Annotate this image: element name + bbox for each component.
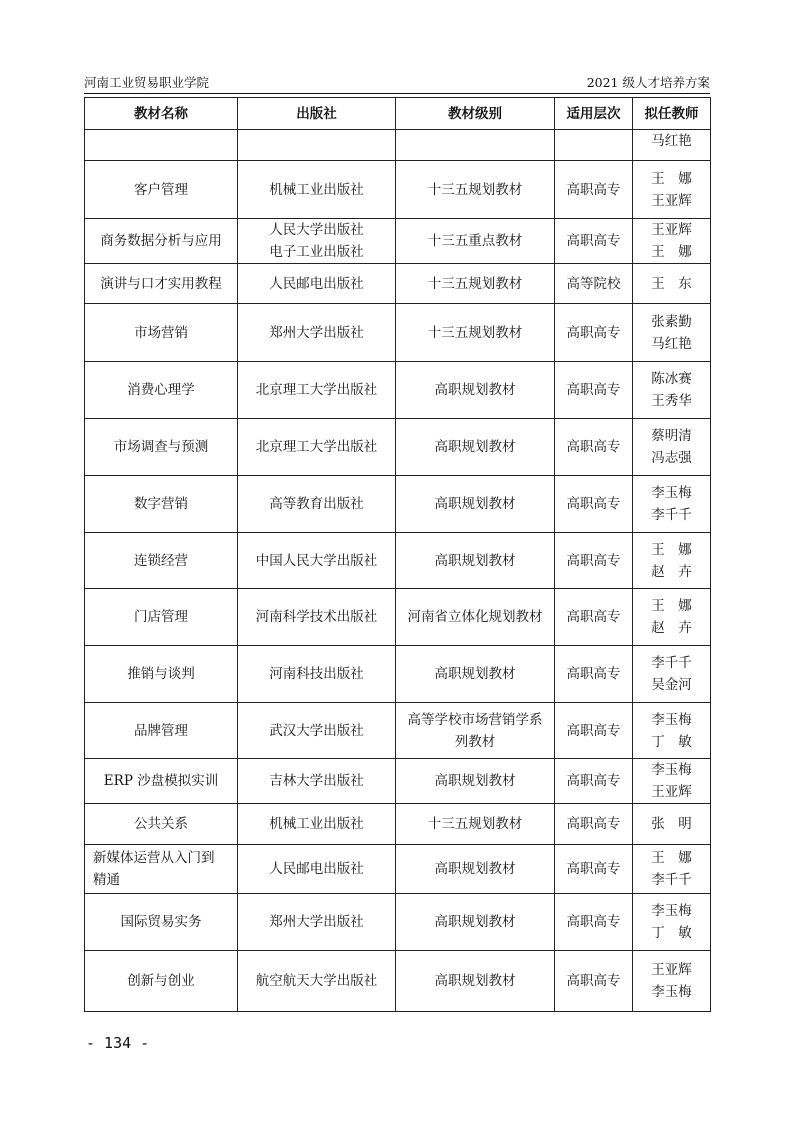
cell-publisher-line: 电子工业出版社 — [269, 244, 364, 260]
table-row — [85, 894, 711, 951]
cell-publisher — [238, 804, 396, 845]
cell-scope — [555, 476, 633, 533]
cell-name-line: 品牌管理 — [134, 722, 188, 739]
cell-scope-line: 高职高专 — [566, 914, 621, 930]
table-row — [85, 419, 711, 476]
col-header-publisher: 出版社 — [238, 98, 396, 130]
cell-teachers-line: 李玉梅 — [651, 485, 692, 501]
cell-name-line: 推销与谈判 — [127, 666, 195, 682]
cell-teachers-line: 冯志强 — [651, 450, 692, 466]
table-row — [85, 804, 711, 845]
cell-scope-line: 高职高专 — [566, 861, 621, 877]
cell-publisher-line: 人民邮电出版社 — [269, 275, 364, 292]
cell-publisher — [238, 161, 396, 219]
cell-publisher-line: 机械工业出版社 — [269, 181, 364, 198]
cell-level — [396, 804, 555, 845]
cell-teachers-line: 吴金河 — [651, 677, 692, 693]
cell-scope-line: 高职高专 — [566, 816, 621, 832]
cell-level-line: 高职规划教材 — [434, 382, 516, 398]
cell-teachers-line: 马红艳 — [651, 335, 692, 352]
cell-scope — [555, 533, 633, 589]
cell-teachers — [633, 362, 711, 419]
cell-teachers — [633, 646, 711, 703]
cell-publisher — [238, 304, 396, 362]
cell-scope-line: 高职高专 — [566, 773, 621, 789]
cell-level-line: 十三五重点教材 — [427, 233, 523, 249]
cell-publisher-line: 郑州大学出版社 — [269, 914, 364, 930]
cell-level — [396, 845, 555, 894]
cell-name-line: ERP 沙盘模拟实训 — [103, 773, 219, 789]
cell-scope — [555, 589, 633, 646]
table-row — [85, 703, 711, 759]
cell-name — [85, 894, 238, 951]
cell-publisher-line: 中国人民大学出版社 — [255, 552, 378, 569]
table-row — [85, 759, 711, 804]
cell-level-line: 高职规划教材 — [434, 666, 516, 682]
table-row — [85, 589, 711, 646]
cell-name — [85, 589, 238, 646]
cell-scope-line: 高职高专 — [566, 324, 621, 341]
cell-publisher — [238, 951, 396, 1012]
cell-scope — [555, 219, 633, 264]
cell-publisher — [238, 589, 396, 646]
cell-publisher — [238, 759, 396, 804]
cell-scope-line: 高职高专 — [566, 666, 621, 682]
cell-scope — [555, 362, 633, 419]
cell-scope-line: 高职高专 — [566, 496, 621, 512]
cell-teachers — [633, 951, 711, 1012]
cell-name-line: 消费心理学 — [127, 382, 195, 398]
cell-scope — [555, 703, 633, 759]
cell-level — [396, 476, 555, 533]
header-rule — [84, 93, 710, 94]
table-row — [85, 476, 711, 533]
cell-teachers-line: 王亚辉 — [651, 962, 692, 978]
header-plan: 2021 级人才培养方案 — [586, 75, 710, 90]
cell-teachers — [633, 703, 711, 759]
cell-teachers-line: 李千千 — [651, 507, 692, 523]
table-row — [85, 264, 711, 304]
cell-name-line: 创新与创业 — [127, 973, 195, 989]
cell-publisher-line: 郑州大学出版社 — [269, 324, 364, 341]
cell-scope — [555, 419, 633, 476]
cell-scope — [555, 951, 633, 1012]
cell-name — [85, 264, 238, 304]
cell-name — [85, 476, 238, 533]
cell-level — [396, 951, 555, 1012]
header-school: 河南工业贸易职业学院 — [84, 75, 210, 90]
cell-name — [85, 362, 238, 419]
cell-name — [85, 304, 238, 362]
cell-level-line: 列教材 — [454, 733, 496, 750]
table-row — [85, 130, 711, 161]
cell-teachers-line: 丁 敏 — [651, 925, 692, 941]
cell-level — [396, 264, 555, 304]
cell-publisher — [238, 130, 396, 161]
cell-publisher-line: 河南科学技术出版社 — [255, 609, 378, 625]
cell-level-line: 十三五规划教材 — [427, 275, 523, 292]
cell-scope — [555, 264, 633, 304]
cell-teachers-line: 李千千 — [651, 655, 692, 671]
cell-teachers-line: 张 明 — [651, 816, 692, 832]
cell-teachers-line: 丁 敏 — [651, 733, 692, 750]
cell-publisher — [238, 264, 396, 304]
cell-publisher — [238, 533, 396, 589]
cell-publisher — [238, 894, 396, 951]
table-row — [85, 161, 711, 219]
cell-scope — [555, 646, 633, 703]
cell-scope — [555, 304, 633, 362]
cell-teachers-line: 陈冰赛 — [651, 371, 692, 387]
cell-name-line: 演讲与口才实用教程 — [100, 275, 222, 292]
table-row — [85, 304, 711, 362]
cell-level-line: 十三五规划教材 — [427, 181, 523, 198]
cell-scope-line: 高职高专 — [566, 233, 621, 249]
cell-teachers-line: 李玉梅 — [651, 762, 692, 778]
table-row — [85, 845, 711, 894]
cell-publisher-line: 北京理工大学出版社 — [255, 382, 378, 398]
cell-teachers-line: 马红艳 — [651, 133, 692, 149]
table-row — [85, 362, 711, 419]
cell-teachers-line: 王 娜 — [651, 170, 692, 187]
cell-publisher — [238, 703, 396, 759]
cell-name — [85, 419, 238, 476]
table-row — [85, 646, 711, 703]
cell-teachers-line: 王亚辉 — [651, 784, 692, 800]
cell-scope-line: 高职高专 — [566, 973, 621, 989]
table-header-row — [85, 98, 711, 130]
cell-level-line: 高职规划教材 — [434, 973, 516, 989]
cell-publisher — [238, 219, 396, 264]
cell-publisher — [238, 845, 396, 894]
cell-publisher-line: 高等教育出版社 — [269, 496, 364, 512]
cell-teachers-line: 张素勤 — [651, 313, 692, 330]
cell-publisher-line: 机械工业出版社 — [269, 816, 364, 832]
cell-teachers-line: 赵 卉 — [651, 563, 692, 580]
cell-name-line: 国际贸易实务 — [120, 914, 202, 930]
cell-level-line: 十三五规划教材 — [427, 324, 523, 341]
cell-name — [85, 130, 238, 161]
cell-teachers — [633, 419, 711, 476]
cell-level-line: 高职规划教材 — [434, 773, 516, 789]
cell-scope — [555, 845, 633, 894]
cell-level — [396, 130, 555, 161]
cell-name — [85, 759, 238, 804]
cell-level — [396, 304, 555, 362]
col-header-scope: 适用层次 — [555, 98, 633, 130]
cell-teachers — [633, 804, 711, 845]
textbook-table — [84, 97, 711, 1012]
cell-level-line: 高职规划教材 — [434, 914, 516, 930]
cell-level — [396, 703, 555, 759]
cell-teachers — [633, 759, 711, 804]
cell-teachers — [633, 161, 711, 219]
cell-teachers-line: 王 东 — [651, 275, 692, 292]
cell-scope-line: 高职高专 — [566, 722, 621, 739]
cell-publisher — [238, 362, 396, 419]
cell-name — [85, 845, 238, 894]
page-number: - 134 - — [86, 1034, 150, 1052]
cell-scope-line: 高职高专 — [566, 181, 621, 198]
cell-name — [85, 533, 238, 589]
cell-teachers-line: 李玉梅 — [651, 903, 692, 919]
page-header — [84, 74, 710, 92]
cell-teachers-line: 王秀华 — [651, 393, 692, 409]
cell-publisher-line: 河南科技出版社 — [269, 666, 364, 682]
col-header-name: 教材名称 — [85, 98, 238, 130]
table-body — [85, 130, 711, 1012]
cell-level — [396, 161, 555, 219]
cell-scope-line: 高职高专 — [566, 382, 621, 398]
cell-name-line: 市场调查与预测 — [113, 439, 209, 455]
cell-publisher — [238, 476, 396, 533]
cell-level — [396, 219, 555, 264]
cell-level — [396, 759, 555, 804]
cell-name-line: 新媒体运营从入门到 — [93, 850, 215, 866]
cell-teachers — [633, 264, 711, 304]
cell-publisher-line: 武汉大学出版社 — [269, 722, 364, 739]
cell-scope — [555, 894, 633, 951]
cell-level-line: 高职规划教材 — [434, 496, 516, 512]
cell-teachers-line: 李千千 — [651, 872, 692, 888]
cell-scope — [555, 130, 633, 161]
col-header-teachers: 拟任教师 — [633, 98, 711, 130]
cell-teachers-line: 王亚辉 — [651, 222, 692, 238]
cell-teachers — [633, 533, 711, 589]
cell-level-line: 十三五规划教材 — [427, 816, 523, 832]
cell-level — [396, 646, 555, 703]
cell-name — [85, 219, 238, 264]
cell-level-line: 高职规划教材 — [434, 861, 516, 877]
cell-scope — [555, 804, 633, 845]
cell-publisher-line: 北京理工大学出版社 — [255, 439, 378, 455]
cell-teachers-line: 王 娜 — [651, 541, 692, 558]
cell-teachers-line: 王 娜 — [651, 850, 692, 866]
cell-publisher-line: 吉林大学出版社 — [269, 773, 364, 789]
cell-scope-line: 高职高专 — [566, 609, 621, 625]
cell-scope — [555, 161, 633, 219]
cell-name-line: 数字营销 — [134, 496, 188, 512]
cell-level — [396, 533, 555, 589]
cell-teachers — [633, 304, 711, 362]
cell-teachers-line: 王亚辉 — [651, 192, 692, 209]
cell-teachers-line: 李玉梅 — [651, 984, 692, 1000]
cell-level — [396, 894, 555, 951]
cell-name-line: 客户管理 — [134, 181, 188, 198]
cell-name-line: 门店管理 — [134, 609, 188, 625]
cell-name-line: 商务数据分析与应用 — [100, 233, 222, 249]
cell-level-line: 高职规划教材 — [434, 439, 516, 455]
cell-teachers — [633, 589, 711, 646]
cell-scope-line: 高职高专 — [566, 552, 621, 569]
cell-name-line: 市场营销 — [134, 324, 188, 341]
cell-publisher-line: 航空航天大学出版社 — [255, 973, 378, 989]
cell-teachers — [633, 130, 711, 161]
cell-level — [396, 419, 555, 476]
cell-publisher-line: 人民邮电出版社 — [269, 861, 364, 877]
cell-teachers-line: 蔡明清 — [651, 428, 692, 444]
cell-teachers-line: 李玉梅 — [651, 711, 692, 728]
cell-publisher — [238, 646, 396, 703]
cell-teachers — [633, 476, 711, 533]
cell-name-line: 连锁经营 — [134, 552, 188, 569]
cell-name — [85, 951, 238, 1012]
cell-level — [396, 362, 555, 419]
cell-scope-line: 高职高专 — [566, 439, 621, 455]
cell-teachers — [633, 894, 711, 951]
cell-level-line: 高职规划教材 — [434, 552, 516, 569]
cell-name-line: 公共关系 — [134, 816, 188, 832]
cell-level-line: 河南省立体化规划教材 — [407, 609, 543, 625]
col-header-level: 教材级别 — [396, 98, 555, 130]
table-row — [85, 533, 711, 589]
cell-scope-line: 高等院校 — [566, 275, 621, 292]
cell-name — [85, 161, 238, 219]
cell-name — [85, 646, 238, 703]
cell-teachers — [633, 219, 711, 264]
cell-teachers — [633, 845, 711, 894]
cell-teachers-line: 赵 卉 — [651, 620, 692, 636]
table-row — [85, 951, 711, 1012]
cell-teachers-line: 王 娜 — [651, 244, 692, 260]
cell-level-line: 高等学校市场营销学系 — [407, 711, 543, 728]
table-row — [85, 219, 711, 264]
cell-level — [396, 589, 555, 646]
cell-teachers-line: 王 娜 — [651, 598, 692, 614]
cell-scope — [555, 759, 633, 804]
cell-name — [85, 703, 238, 759]
cell-publisher — [238, 419, 396, 476]
cell-name-line: 精通 — [93, 872, 120, 888]
cell-publisher-line: 人民大学出版社 — [269, 222, 364, 238]
cell-name — [85, 804, 238, 845]
